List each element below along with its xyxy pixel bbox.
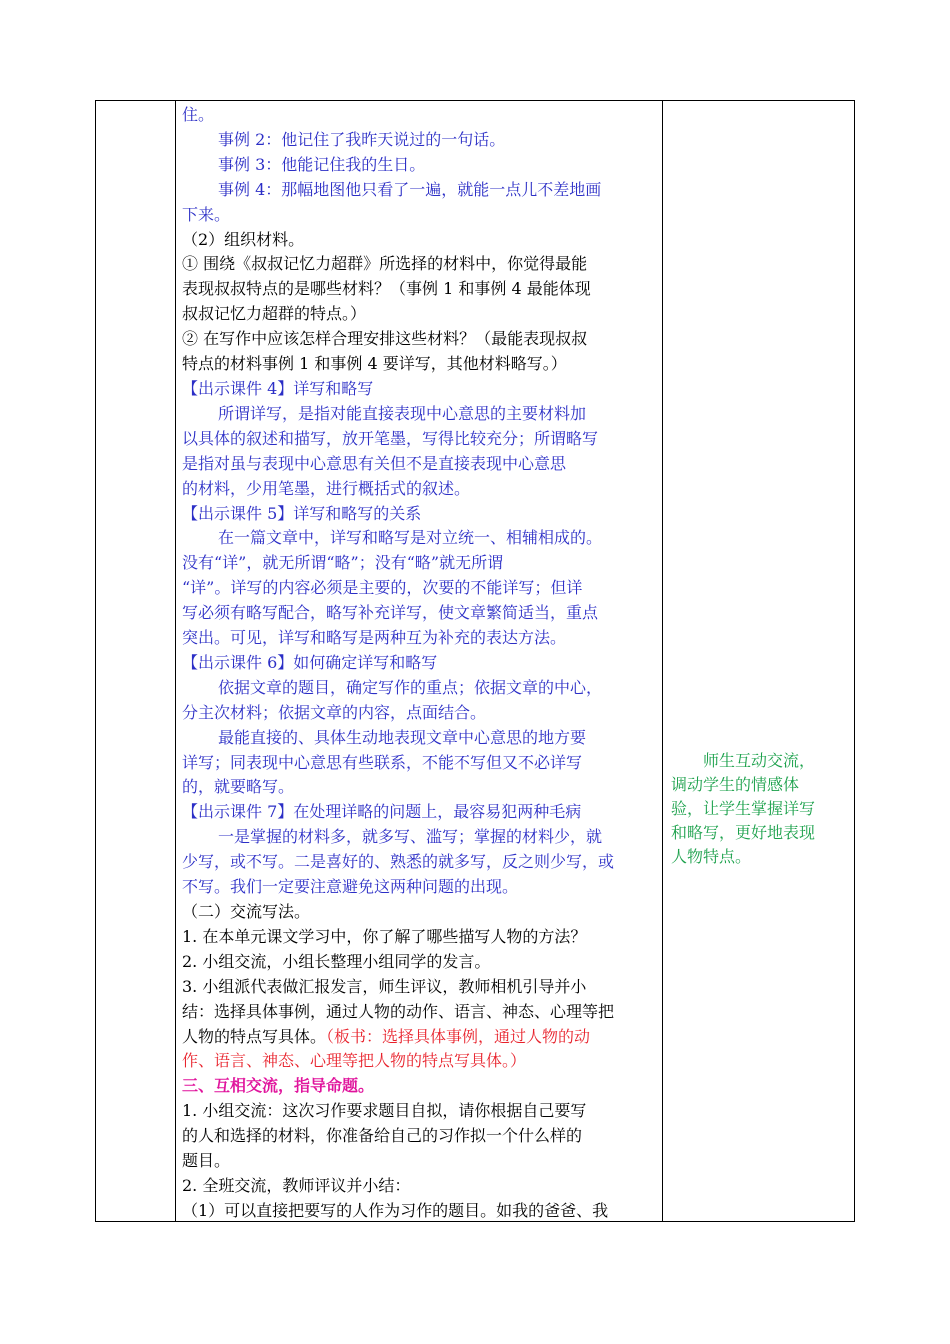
text-line: 不写。我们一定要注意避免这两种问题的出现。: [182, 877, 519, 897]
text-line: 事例 2：他记住了我昨天说过的一句话。: [218, 129, 506, 149]
text-line: 在一篇文章中，详写和略写是对立统一、相辅相成的。: [218, 528, 603, 548]
text-line: 【出示课件 7】在处理详略的问题上，最容易犯两种毛病: [182, 802, 582, 822]
text-line: 是指对虽与表现中心意思有关但不是直接表现中心意思: [182, 453, 567, 473]
text-line: 详写；同表现中心意思有些联系，不能不写但又不必详写: [182, 752, 583, 772]
text-line: 事例 3：他能记住我的生日。: [218, 154, 426, 174]
text-line: （1）可以直接把要写的人作为习作的题目。如我的爸爸、我: [182, 1200, 609, 1220]
text-line: 2. 全班交流，教师评议并小结：: [182, 1175, 411, 1195]
text-line: “详”。详写的内容必须是主要的，次要的不能详写；但详: [182, 578, 583, 598]
text-line: 突出。可见，详写和略写是两种互为补充的表达方法。: [182, 628, 567, 648]
text-line: 的材料，少用笔墨，进行概括式的叙述。: [182, 478, 471, 498]
text-line: [182, 1025, 660, 1050]
text-line: 的，就要略写。: [182, 777, 295, 797]
side-note-line: 验，让学生掌握详写: [671, 799, 816, 818]
text-line: 没有“详”，就无所谓“略”；没有“略”就无所谓: [182, 553, 504, 573]
text-line: 住。: [182, 105, 215, 124]
text-line: 写必须有略写配合，略写补充详写，使文章繁简适当，重点: [182, 603, 599, 623]
text-line: 1. 在本单元课文学习中，你了解了哪些描写人物的方法？: [182, 926, 587, 946]
text-line: 【出示课件 5】详写和略写的关系: [182, 503, 422, 523]
text-line: 【出示课件 4】详写和略写: [182, 378, 374, 398]
text-line: 分主次材料；依据文章的内容，点面结合。: [182, 702, 487, 722]
text-line: 2. 小组交流，小组长整理小组同学的发言。: [182, 951, 491, 971]
text-line: 特点的材料事例 1 和事例 4 要详写，其他材料略写。）: [182, 354, 567, 374]
text-line: 【出示课件 6】如何确定详写和略写: [182, 652, 438, 672]
design-intent-column: [671, 749, 853, 869]
text-line: 结：选择具体事例，通过人物的动作、语言、神态、心理等把: [182, 1001, 615, 1021]
text-line: 3. 小组派代表做汇报发言，师生评议，教师相机引导并小: [182, 976, 587, 996]
text-line: ② 在写作中应该怎样合理安排这些材料？（最能表现叔叔: [182, 329, 588, 349]
text-line: 事例 4：那幅地图他只看了一遍，就能一点儿不差地画: [218, 179, 602, 199]
board-note: （板书：选择具体事例，通过人物的动: [326, 1026, 591, 1046]
side-note-line: 和略写，更好地表现: [671, 823, 816, 842]
text-line: （2）组织材料。: [182, 229, 305, 249]
text-line: 三、互相交流，指导命题。: [182, 1076, 375, 1096]
text-segment: 人物的特点写具体。: [182, 1026, 327, 1046]
text-line: 表现叔叔特点的是哪些材料？（事例 1 和事例 4 最能体现: [182, 279, 591, 299]
lesson-table: [95, 100, 855, 1222]
text-line: 的人和选择的材料，你准备给自己的习作拟一个什么样的: [182, 1126, 583, 1146]
side-note-line: 人物特点。: [671, 847, 752, 866]
text-line: 下来。: [182, 204, 231, 224]
text-line: （二）交流写法。: [182, 902, 311, 921]
text-line: 以具体的叙述和描写，放开笔墨，写得比较充分；所谓略写: [182, 428, 599, 448]
column-divider-right: [662, 101, 663, 1221]
text-line: 作、语言、神态、心理等把人物的特点写具体。）: [182, 1051, 527, 1071]
text-line: 一是掌握的材料多，就多写、滥写；掌握的材料少，就: [218, 827, 603, 847]
text-line: 所谓详写，是指对能直接表现中心意思的主要材料加: [218, 403, 587, 423]
text-line: ① 围绕《叔叔记忆力超群》所选择的材料中，你觉得最能: [182, 254, 588, 274]
text-line: 1. 小组交流：这次习作要求题目自拟，请你根据自己要写: [182, 1101, 587, 1121]
side-note-line: 师生互动交流，: [671, 751, 816, 770]
text-line: 题目。: [182, 1151, 231, 1171]
side-note-line: 调动学生的情感体: [671, 775, 800, 794]
text-line: 最能直接的、具体生动地表现文章中心意思的地方要: [218, 727, 587, 747]
text-line: 叔叔记忆力超群的特点。）: [182, 304, 367, 324]
text-line: 少写，或不写。二是喜好的、熟悉的就多写，反之则少写，或: [182, 852, 615, 872]
text-line: 依据文章的题目，确定写作的重点；依据文章的中心，: [218, 677, 603, 697]
teaching-content-column: [182, 103, 660, 1224]
column-divider-left: [175, 101, 176, 1221]
